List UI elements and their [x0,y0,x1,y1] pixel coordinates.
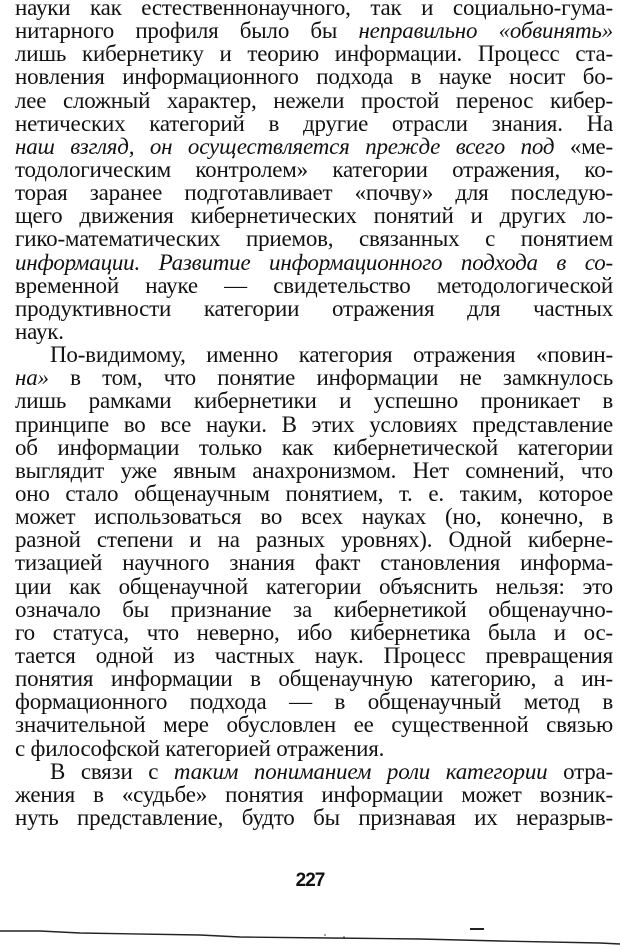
text-line [15,413,613,436]
text-run: нуть представление, будто бы признавая их неразрыв- [15,804,613,830]
text-line [15,343,613,366]
text-line [15,89,613,112]
text-run: в том, что понятие информации не замкнулось [48,365,613,391]
text-run: отра- [547,758,613,784]
text-run: означало бы признание за кибернетикой общенаучно- [15,596,613,622]
text-line [15,621,613,644]
text-line [15,598,613,621]
text-line [15,112,613,135]
text-line [15,575,613,598]
text-run: щего движения кибернетических понятий и других ло- [15,203,613,229]
text-run: нетических категорий в другие отрасли знания. На [15,110,613,136]
text-line [15,505,613,528]
text-run: ции как общенаучной категории объяснить нельзя: это [15,573,613,599]
text-line [15,806,613,829]
text-run: гико-математических приемов, связанных с понятием [15,226,613,252]
text-run: принципе во все науки. В этих условиях представление [15,411,613,437]
text-run: го статуса, что неверно, ибо кибернетика была и ос- [15,619,613,645]
text-line [15,667,613,690]
text-line [15,158,613,181]
text-line [15,19,613,42]
text-line [15,0,613,19]
page-number: 227 [295,870,325,891]
text-run: новления информационного подхода в науке носит бо- [15,64,613,90]
text-run: выглядит уже явным анахронизмом. Нет сомнений, что [15,457,613,483]
italic-text-run: наш взгляд, он осуществляется прежде всего под [15,133,555,159]
text-line [15,436,613,459]
text-run: торая заранее подготавливает «почву» для последую- [15,180,613,206]
text-line [15,65,613,88]
text-run: с философской категорией отражения. [15,735,385,761]
text-run: может использоваться во всех науках (но, конечно, в [15,504,613,530]
text-run: «ме- [554,133,613,159]
italic-text-run: на» [15,365,49,391]
text-line [15,297,613,320]
text-run: По-видимому, именно категория отражения «повин- [50,342,613,368]
text-line [15,760,613,783]
text-line [15,366,613,389]
text-run: понятия информации в общенаучную категорию, а ин- [15,666,613,692]
text-line [15,135,613,158]
page-body-text [15,0,613,829]
text-run: значительной мере обусловлен ее существенной связью [15,712,613,738]
text-line [15,551,613,574]
text-line [15,459,613,482]
text-run: тодологическим контролем» категории отражения, ко- [15,156,613,182]
italic-text-run: неправильно «обвинять» [358,18,613,44]
text-run: формационного подхода — в общенаучный метод в [15,689,613,715]
text-run: лишь рамками кибернетики и успешно проникает в [15,388,613,414]
text-line [15,251,613,274]
text-run: нитарного профиля было бы [15,18,359,44]
text-run: временной науке — свидетельство методологической [15,272,613,298]
text-line [15,737,613,760]
text-line [15,204,613,227]
text-run: оно стало общенаучным понятием, т. е. таким, которое [15,480,613,506]
text-line [15,713,613,736]
text-run: науки как естественнонаучного, так и социально-гума- [15,0,613,20]
text-line [15,42,613,65]
text-line [15,528,613,551]
text-line [15,482,613,505]
italic-text-run: информации. Развитие информационного подхода в со- [15,249,613,275]
text-run: тизацией научного знания факт становления информа- [15,550,613,576]
text-line [15,644,613,667]
text-line [15,274,613,297]
text-line [15,389,613,412]
text-run: лишь кибернетику и теорию информации. Процесс ста- [15,41,613,67]
text-line [15,181,613,204]
text-line [15,783,613,806]
text-run: продуктивности категории отражения для частных [15,295,613,321]
text-line [15,320,613,343]
text-run: об информации только как кибернетической категории [15,434,613,460]
text-run: В связи с [50,758,174,784]
text-run: тается одной из частных наук. Процесс превращения [15,642,613,668]
italic-text-run: таким пониманием роли категории [173,758,548,784]
text-line [15,690,613,713]
text-run: наук. [15,318,64,344]
text-line [15,227,613,250]
text-run: жения в «судьбе» понятия информации может возник- [15,781,613,807]
text-run: разной степени и на разных уровнях). Одной киберне- [15,527,613,553]
text-run: лее сложный характер, нежели простой перенос кибер- [15,87,613,113]
